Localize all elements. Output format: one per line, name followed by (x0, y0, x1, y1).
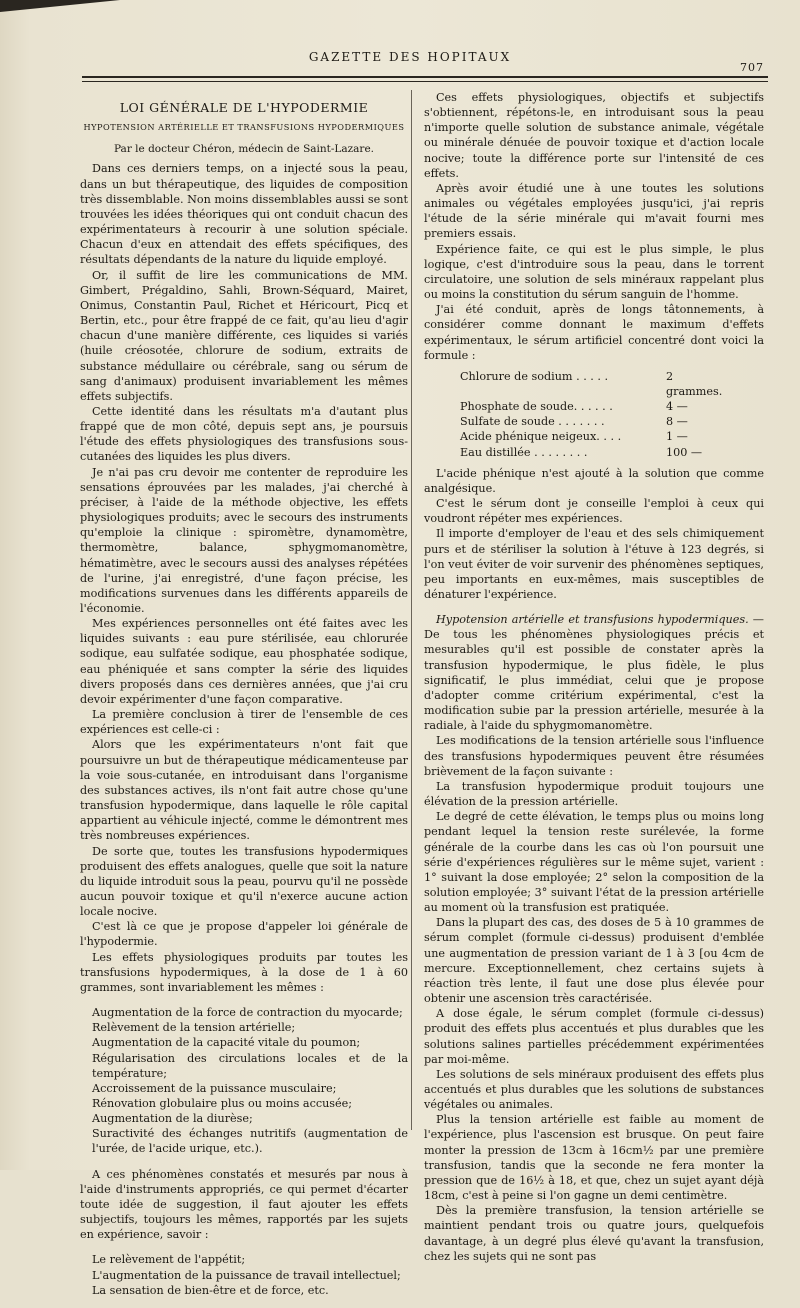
body-paragraph: A dose égale, le sérum complet (formule ci-dessus) produit des effets plus accentués et plus durables que les solutions salines partielles précédemment expérimentées par moi-même. (424, 1007, 764, 1066)
body-paragraph: Expérience faite, ce qui est le plus simple, le plus logique, c'est d'introduire sous la peau, dans le torrent circulatoire, une solution de sels minéraux rappelant plus ou moins la constitution du sérum sanguin de l'homme. (424, 242, 764, 302)
body-paragraph: Dès la première transfusion, la tension artérielle se maintient pendant trois ou quatre jours, quelquefois davantage, à un degré plus élevé qu'avant la transfusion, chez les sujets qui ne sont pas (424, 1204, 764, 1263)
article-title: LOI GÉNÉRALE DE L'HYPODERMIE (119, 100, 369, 115)
body-paragraph: La première conclusion à tirer de l'ensemble de ces expériences est celle-ci : (80, 708, 408, 737)
right-column (424, 90, 764, 1264)
body-paragraph: L'acide phénique n'est ajouté à la solution que comme analgésique. (424, 466, 764, 495)
subjective-effects-list (80, 1252, 408, 1297)
left-paragraphs (80, 161, 408, 995)
article-author: Par le docteur Chéron, médecin de Saint-Lazare. (113, 143, 375, 156)
header-rule-thin (82, 81, 768, 82)
formula-ingredient: Phosphate de soude. . . . . . (460, 400, 613, 414)
list-item: Augmentation de la capacité vitale du poumon; (92, 1036, 361, 1050)
page-number: 707 (740, 61, 764, 74)
list-item: L'augmentation de la puissance de travail intellectuel; (92, 1268, 401, 1282)
formula-row (460, 369, 730, 399)
formula-ingredient: Eau distillée . . . . . . . . (460, 445, 588, 459)
list-item: Suractivité des échanges nutritifs (augmentation de l'urée, de l'acide urique, etc.). (92, 1127, 408, 1156)
formula-ingredient: Acide phénique neigeux. . . . (460, 430, 622, 444)
body-paragraph: Les effets physiologiques produits par toutes les transfusions hypodermiques, à la dose de 1 à 60 grammes, sont invariablement les mêmes : (80, 950, 408, 994)
section-gap (424, 602, 764, 612)
body-paragraph: C'est là ce que je propose d'appeler loi générale de l'hypodermie. (80, 920, 408, 949)
right-paragraphs-b (424, 466, 764, 602)
header-rule (82, 76, 768, 78)
effects-list (80, 1005, 408, 1157)
formula-ingredient: Sulfate de soude . . . . . . . (460, 415, 605, 429)
body-paragraph: Dans la plupart des cas, des doses de 5 à 10 grammes de sérum complet (formule ci-dessus) produisent d'emblée une augmentation de pression variant de 1 à 3 [ou 4cm de mercure. Exceptionnellement, chez certains sujets à réaction très lente, il faut une dose plus élevée pour obtenir une ascension très caractérisée. (424, 916, 764, 1006)
list-item: La sensation de bien-être et de force, etc. (92, 1283, 329, 1297)
body-paragraph: Dans ces derniers temps, on a injecté sous la peau, dans un but thérapeutique, des liquides de composition très dissemblable. Non moins dissemblables aussi se sont trouvées les idées théoriques qui ont conduit chacun des expérimentateurs à recourir à une solution spéciale. Chacun d'eux en attendait des effets spécifiques, des résultats dépendants de la nature du liquide employé. (80, 162, 408, 267)
body-paragraph: De sorte que, toutes les transfusions hypodermiques produisent des effets analogues, quelle que soit la nature du liquide introduit sous la peau, pourvu qu'il ne possède aucun pouvoir toxique et qu'il n'exerce aucune action locale nocive. (80, 844, 408, 919)
body-paragraph: Les modifications de la tension artérielle sous l'influence des transfusions hypodermiques peuvent être résumées brièvement de la façon suivante : (424, 734, 764, 778)
body-paragraph: Je n'ai pas cru devoir me contenter de reproduire les sensations éprouvées par les malades, j'ai cherché à préciser, à l'aide de la méthode objective, les effets physiologiques produits; avec le secours des instruments qu'emploie la clinique : spiromètre, dynamomètre, thermomètre, balance, sphygmomanomètre, hématimètre, avec le secours aussi des analyses répétées de l'urine, j'ai enregistré, d'une façon précise, les modifications survenues dans les différents appareils de l'économie. (80, 465, 408, 615)
body-paragraph: Alors que les expérimentateurs n'ont fait que poursuivre un but de thérapeutique médicamenteuse par la voie sous-cutanée, en introduisant dans l'organisme des substances actives, ils n'ont fait autre chose qu'une transfusion hypodermique, dans laquelle le rôle capital appartient au véhicule injecté, comme le démontrent mes très nombreuses expériences. (80, 738, 408, 843)
list-item: Relèvement de la tension artérielle; (92, 1021, 296, 1035)
body-paragraph: Cette identité dans les résultats m'a d'autant plus frappé que de mon côté, depuis sept ans, je poursuis l'étude des effets physiologiques des transfusions sous-cutanées des liquides les plus divers. (80, 404, 408, 464)
article-subtitle: HYPOTENSION ARTÉRIELLE ET TRANSFUSIONS HYPODERMIQUES (83, 122, 405, 133)
formula-quantity: 8 — (666, 415, 688, 429)
formula-ingredient: Chlorure de sodium . . . . . (460, 369, 609, 383)
formula-quantity: 4 — (666, 400, 688, 414)
formula-row (460, 445, 730, 460)
body-paragraph: Or, il suffit de lire les communications de MM. Gimbert, Prégaldino, Sahli, Brown-Séquard, Mairet, Onimus, Constantin Paul, Richet et Héricourt, Picq et Bertin, etc., pour être frappé de ce fait, qu'au lieu d'agir chacun d'une manière différente, ces liquides si variés (huile créosotée, chlorure de sodium, extraits de substance médullaire ou cérébrale, sang ou sérum de sang d'animaux) produisent invariablement les mêmes effets subjectifs. (80, 268, 408, 403)
body-paragraph: Plus la tension artérielle est faible au moment de l'expérience, plus l'ascension est brusque. On peut faire monter la pression de 13cm à 16cm½ par une première transfusion, tandis que la seconde ne fera monter la pression que de 16½ à 18, et que, chez un sujet ayant déjà 18cm, c'est à peine si l'on gagne un demi centimètre. (424, 1113, 764, 1203)
body-paragraph: Il importe d'employer de l'eau et des sels chimiquement purs et de stériliser la solution à l'étuve à 123 degrés, si l'on veut éviter de voir survenir des phénomènes septiques, peu importants en eux-mêmes, mais susceptibles de dénaturer l'expérience. (424, 527, 764, 601)
formula-row (460, 429, 730, 444)
list-item: Augmentation de la force de contraction du myocarde; (92, 1006, 403, 1020)
formula-row (460, 399, 730, 414)
column-divider (411, 90, 412, 1130)
body-paragraph: Les solutions de sels minéraux produisent des effets plus accentués et plus durables que les solutions de substances végétales ou animales. (424, 1067, 764, 1112)
body-paragraph: C'est le sérum dont je conseille l'emploi à ceux qui voudront répéter mes expériences. (424, 497, 764, 526)
formula-row (460, 414, 730, 429)
section-heading: Hypotension artérielle et transfusions hypodermiques. (436, 613, 749, 627)
list-item: Régularisation des circulations locales et de la température; (92, 1051, 408, 1080)
formula-quantity: 100 — (666, 445, 703, 459)
section-paragraph (424, 612, 764, 733)
body-paragraph: Après avoir étudié une à une toutes les solutions animales ou végétales employées jusqu'ici, j'ai repris l'étude de la série minérale qui m'avait fourni mes premiers essais. (424, 181, 764, 241)
list-item: Rénovation globulaire plus ou moins accusée; (92, 1097, 353, 1110)
journal-header-title: GAZETTE DES HOPITAUX (308, 50, 512, 64)
page-corner-mark (0, 0, 120, 12)
list-item: Le relèvement de l'appétit; (92, 1253, 246, 1267)
right-paragraphs-a (424, 90, 764, 363)
serum-formula-table (460, 369, 730, 460)
body-paragraph: Le degré de cette élévation, le temps plus ou moins long pendant lequel la tension reste surélevée, la forme générale de la courbe dans les cas où l'on poursuit une série d'expériences régulières sur le même sujet, varient : 1° suivant la dose employée; 2° selon la composition de la solution employée; 3° suivant l'état de la pression artérielle au moment où la transfusion est pratiquée. (424, 810, 764, 915)
formula-quantity: 1 — (666, 430, 688, 444)
body-paragraph: J'ai été conduit, après de longs tâtonnements, à considérer comme donnant le maximum d'effets expérimentaux, le sérum artificiel concentré dont voici la formule : (424, 303, 764, 362)
list-item: Augmentation de la diurèse; (92, 1112, 253, 1126)
list-item: Accroissement de la puissance musculaire; (92, 1081, 337, 1095)
left-column (80, 90, 408, 1308)
body-paragraph: Ces effets physiologiques, objectifs et subjectifs s'obtiennent, répétons-le, en introduisant sous la peau n'importe quelle solution de substance animale, végétale ou minérale dénuée de pouvoir toxique et d'action locale nocive; toute la différence porte sur l'intensité de ces effets. (424, 91, 764, 180)
body-paragraph: La transfusion hypodermique produit toujours une élévation de la pression artérielle. (424, 779, 764, 809)
right-paragraphs-c (424, 733, 764, 1263)
section-first-text: — De tous les phénomènes physiologiques précis et mesurables qu'il est possible de constater après la transfusion hypodermique, le plus fidèle, le plus significatif, le plus immédiat, celui que je propose d'adopter comme critérium expérimental, c'est la modification subie par la pression artérielle, mesurée à la radiale, à l'aide du sphygmomanomètre. (424, 613, 764, 733)
left-after-list-paragraph: A ces phénomènes constatés et mesurés par nous à l'aide d'instruments appropriés, ce qui permet d'écarter toute idée de suggestion, il faut ajouter les effets subjectifs, toujours les mêmes, rapportés par les sujets en expérience, savoir : (80, 1167, 408, 1242)
formula-quantity: 2 grammes. (666, 369, 723, 398)
body-paragraph: Mes expériences personnelles ont été faites avec les liquides suivants : eau pure stérilisée, eau chlorurée sodique, eau sulfatée sodique, eau phosphatée sodique, eau phéniquée et sans compter la série des liquides divers proposés dans ces dernières années, que j'ai cru devoir expérimenter d'une façon comparative. (80, 617, 408, 706)
